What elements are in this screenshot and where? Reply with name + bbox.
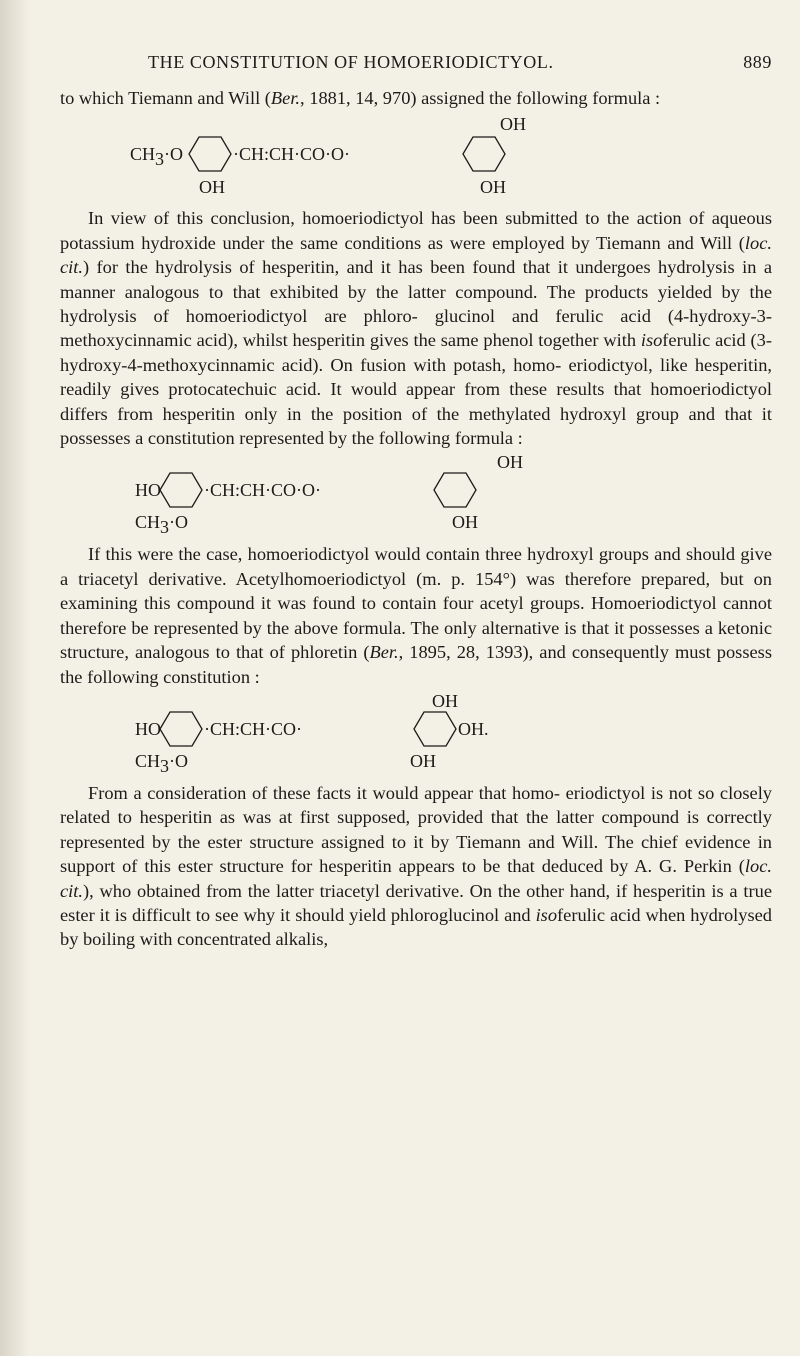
- paragraph-conclusion: From a consideration of these facts it would appear that homo- eriodictyol is not so closely related to hesperitin as was at first supposed, provided that the latter compound is correctly represented by the ester structure assigned to it by Tiemann and Will. The chief evidence in support of this ester structure for hesperitin appears to be that deduced by A. G. Perkin (loc. cit.), who obtained from the latter triacetyl derivative. On the other hand, if hesperitin is a true ester it is difficult to see why it should yield phloroglucinol and isoferulic acid when hydrolysed by boiling with concentrated alkalis,: [60, 782, 772, 950]
- formula-tiemann-will: [60, 110, 772, 206]
- formula-1-top-oh: OH: [500, 114, 526, 135]
- formula-3-structure: [60, 689, 772, 781]
- formula-2-bottom-left-group: CH3·O: [135, 512, 189, 538]
- paragraph-acetyl: If this were the case, homoeriodictyol would contain three hydroxyl groups and should give a triacetyl derivative. Acetylhomoeriodictyol (m. p. 154°) was therefore prepared, but on examining this compound it was found to contain four acetyl groups. Homoeriodictyol cannot therefore be represented by the above formula. The only alternative is that it possesses a ketonic structure, analogous to that of phloretin (Ber., 1895, 28, 1393), and consequently must possess the following constitution :: [60, 544, 772, 687]
- formula-1-left-group: CH3·O: [130, 144, 184, 170]
- benzene-ring-1-left: [189, 137, 231, 171]
- benzene-ring-1-right: [463, 137, 505, 171]
- page-gutter-shadow: [0, 0, 30, 1356]
- benzene-ring-3-left: [160, 712, 202, 746]
- formula-ester-homoeriodictyol: [60, 450, 772, 542]
- formula-2-chain: ·CH:CH·CO·O·: [204, 480, 321, 501]
- running-title: THE CONSTITUTION OF HOMOERIODICTYOL.: [148, 52, 554, 72]
- formula-3-right-group: OH.: [458, 718, 489, 739]
- formula-3-bottom-oh: OH: [410, 750, 436, 771]
- benzene-ring-2-left: [160, 473, 202, 507]
- formula-1-chain: ·CH:CH·CO·O·: [233, 144, 350, 165]
- paragraph-hydrolysis: In view of this conclusion, homoeriodictyol has been submitted to the action of aqueous potassium hydroxide under the same conditions as were employed by Tiemann and Will (loc. cit.) for the hydrolysis of hesperitin, and it has been found that it undergoes hydrolysis in a manner analogous to that exhibited by the latter compound. The products yielded by the hydrolysis of homoeriodictyol are phloro- glucinol and ferulic acid (4-hydroxy-3-methoxycinnamic acid), whilst hesperitin gives the same phenol together with isoferulic acid (3-hydroxy-4-methoxycinnamic acid). On fusion with potash, homo- eriodictyol, like hesperitin, readily gives protocatechuic acid. It would appear from these results that homoeriodictyol differs from hesperitin only in the position of the methylated hydroxyl group and that it possesses a constitution represented by the following formula :: [60, 208, 772, 449]
- formula-3-left-group: HO: [135, 718, 161, 739]
- intro-sentence: to which Tiemann and Will (Ber., 1881, 14, 970) assigned the following formula :: [60, 88, 661, 108]
- formula-3-top-oh: OH: [432, 690, 458, 711]
- formula-2-left-group: HO: [135, 480, 161, 501]
- formula-1-bottom-left-oh: OH: [199, 177, 225, 198]
- formula-2-structure: [60, 450, 772, 542]
- benzene-ring-2-right: [434, 473, 476, 507]
- benzene-ring-3-right: [414, 712, 456, 746]
- formula-ketonic: [60, 689, 772, 781]
- formula-1-structure: [60, 110, 772, 206]
- formula-2-top-oh: OH: [497, 452, 523, 473]
- article-body: [60, 86, 772, 952]
- formula-3-bottom-left-group: CH3·O: [135, 750, 189, 776]
- formula-2-bottom-right-oh: OH: [452, 512, 478, 533]
- formula-1-bottom-right-oh: OH: [480, 177, 506, 198]
- formula-3-chain: ·CH:CH·CO·: [204, 718, 302, 739]
- page-number: 889: [743, 52, 772, 72]
